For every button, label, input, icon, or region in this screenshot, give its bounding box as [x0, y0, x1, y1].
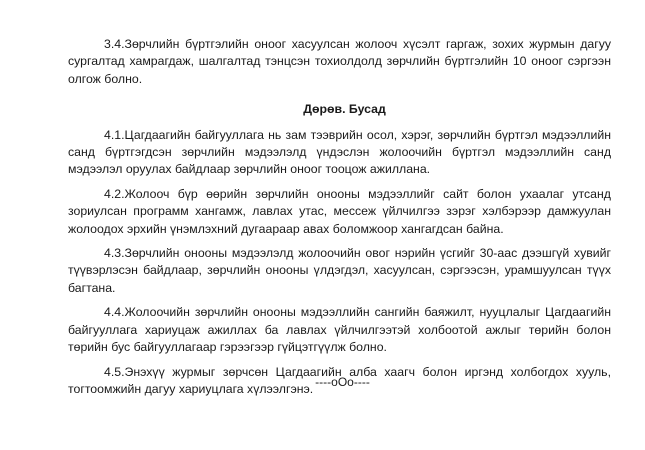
paragraph-4-2: 4.2.Жолооч бүр өөрийн зөрчлийн онооны мэдээллийг сайт болон ухаалаг утсанд зориулсан программ хангамж, лавлах утас, мессеж үйлчилгээ зэрэг хэлбэрээр дамжуулан жолоодох эрхийн үнэмлэхний дугаараар авах боломжоор хангагдсан байна.	[68, 186, 611, 236]
closing-mark: ----oOo----	[315, 375, 370, 389]
section-heading: Дөрөв. Бусад	[303, 102, 386, 117]
paragraph-3-4: 3.4.Зөрчлийн бүртгэлийн оноог хасуулсан жолооч хүсэлт гаргаж, зохих журмын дагуу сургалтад хамрагдаж, шалгалтад тэнцсэн тохиолдолд зөрчлийн бүртгэлийн 10 оноог сэргээн олгож болно.	[68, 37, 611, 86]
paragraph-4-1: 4.1.Цагдаагийн байгууллага нь зам тээврийн осол, хэрэг, зөрчлийн бүртгэл мэдээллийн санд бүртгэгдсэн зөрчлийн мэдээлэлд үндэслэн жолоочийн бүртгэл мэдээллийн санд мэдээлэл оруулах байдлаар зөрчлийн оноог тооцож ажиллана.	[68, 127, 611, 177]
paragraph-4-3: 4.3.Зөрчлийн онооны мэдээлэлд жолоочийн овог нэрийн үсгийг 30-аас дээшгүй хувийг түүвэрлэсэн байдлаар, зөрчлийн онооны үлдэгдэл, хасуулсан, сэргээсэн, урамшуулсан түүх багтана.	[68, 246, 611, 295]
paragraph-4-5: 4.5.Энэхүү журмыг зөрчсөн Цагдаагийн алба хаагч болон иргэнд холбогдох хууль, тогтоомжийн дагуу хариуцлага хүлээлгэнэ.	[68, 364, 611, 396]
paragraph-4-4: 4.4.Жолоочийн зөрчлийн онооны мэдээллийн сангийн баяжилт, нууцлалыг Цагдаагийн байгууллага хариуцаж ажиллах ба лавлах үйлчилгээтэй холбоотой ажлыг төрийн болон төрийн бус байгууллагаар гэрээгээр гүйцэтгүүлж болно.	[68, 305, 611, 355]
